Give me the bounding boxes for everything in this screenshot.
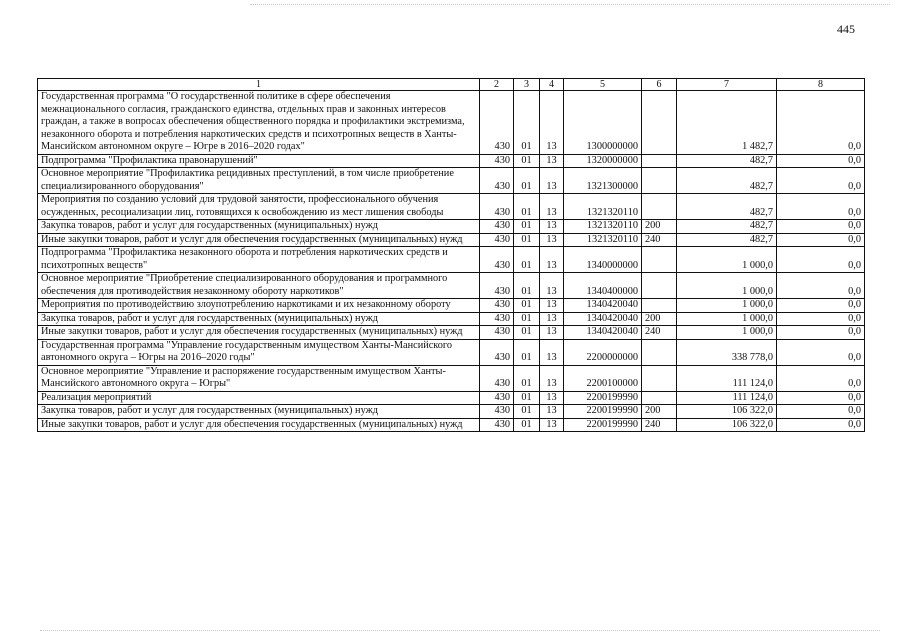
target-article-cell: 1340420040	[564, 299, 642, 313]
expense-type-cell: 240	[642, 233, 677, 247]
section-cell: 01	[514, 326, 540, 340]
subsection-cell: 13	[540, 391, 564, 405]
section-cell: 01	[514, 168, 540, 194]
subsection-cell: 13	[540, 299, 564, 313]
budget-table	[37, 78, 865, 432]
amount-cell: 0,0	[777, 247, 865, 273]
table-row	[38, 365, 865, 391]
subsection-cell: 13	[540, 312, 564, 326]
target-article-cell: 2200000000	[564, 339, 642, 365]
expense-type-cell: 200	[642, 405, 677, 419]
expense-type-cell	[642, 168, 677, 194]
row-name-cell: Подпрограмма "Профилактика незаконного оборота и потребления наркотических средств и психотропных веществ"	[38, 247, 480, 273]
amount-cell: 0,0	[777, 154, 865, 168]
section-cell: 01	[514, 299, 540, 313]
target-article-cell: 2200199990	[564, 405, 642, 419]
subsection-cell: 13	[540, 326, 564, 340]
amount-cell: 482,7	[677, 168, 777, 194]
table-row	[38, 273, 865, 299]
subsection-cell: 13	[540, 154, 564, 168]
row-name-cell: Иные закупки товаров, работ и услуг для обеспечения государственных (муниципальных) нужд	[38, 233, 480, 247]
expense-type-cell	[642, 91, 677, 155]
amount-cell: 0,0	[777, 365, 865, 391]
expense-type-cell	[642, 391, 677, 405]
admin-code-cell: 430	[480, 365, 514, 391]
row-name-cell: Закупка товаров, работ и услуг для государственных (муниципальных) нужд	[38, 220, 480, 234]
admin-code-cell: 430	[480, 91, 514, 155]
table-row	[38, 247, 865, 273]
amount-cell: 0,0	[777, 220, 865, 234]
table-row	[38, 339, 865, 365]
amount-cell: 0,0	[777, 418, 865, 432]
admin-code-cell: 430	[480, 418, 514, 432]
section-cell: 01	[514, 312, 540, 326]
amount-cell: 0,0	[777, 405, 865, 419]
table-row	[38, 326, 865, 340]
subsection-cell: 13	[540, 365, 564, 391]
amount-cell: 111 124,0	[677, 391, 777, 405]
table-header-row	[38, 79, 865, 91]
table-row	[38, 168, 865, 194]
table-row	[38, 391, 865, 405]
subsection-cell: 13	[540, 233, 564, 247]
expense-type-cell	[642, 247, 677, 273]
target-article-cell: 1340420040	[564, 326, 642, 340]
section-cell: 01	[514, 273, 540, 299]
admin-code-cell: 430	[480, 273, 514, 299]
expense-type-cell	[642, 339, 677, 365]
section-cell: 01	[514, 365, 540, 391]
amount-cell: 0,0	[777, 312, 865, 326]
row-name-cell: Иные закупки товаров, работ и услуг для обеспечения государственных (муниципальных) нужд	[38, 326, 480, 340]
subsection-cell: 13	[540, 339, 564, 365]
amount-cell: 106 322,0	[677, 418, 777, 432]
admin-code-cell: 430	[480, 299, 514, 313]
amount-cell: 1 482,7	[677, 91, 777, 155]
table-row	[38, 220, 865, 234]
admin-code-cell: 430	[480, 247, 514, 273]
subsection-cell: 13	[540, 220, 564, 234]
table-row	[38, 312, 865, 326]
admin-code-cell: 430	[480, 391, 514, 405]
amount-cell: 0,0	[777, 168, 865, 194]
expense-type-cell	[642, 299, 677, 313]
amount-cell: 0,0	[777, 194, 865, 220]
amount-cell: 482,7	[677, 154, 777, 168]
column-header: 1	[38, 79, 480, 91]
section-cell: 01	[514, 233, 540, 247]
target-article-cell: 1320000000	[564, 154, 642, 168]
target-article-cell: 1321320110	[564, 220, 642, 234]
row-name-cell: Государственная программа "О государственной политике в сфере обеспечения межнационального согласия, гражданского единства, отдельных прав и законных интересов граждан, а также в вопросах обеспечения общественного порядка и профилактики экстремизма, незаконного оборота и потребления наркотических средств и психотропных веществ в Ханты-Мансийском автономном округе – Югре в 2016–2020 годах"	[38, 91, 480, 155]
admin-code-cell: 430	[480, 220, 514, 234]
row-name-cell: Закупка товаров, работ и услуг для государственных (муниципальных) нужд	[38, 312, 480, 326]
amount-cell: 482,7	[677, 233, 777, 247]
scan-artifact-bottom	[40, 630, 880, 631]
column-header: 6	[642, 79, 677, 91]
table-row	[38, 154, 865, 168]
subsection-cell: 13	[540, 418, 564, 432]
section-cell: 01	[514, 391, 540, 405]
expense-type-cell: 240	[642, 326, 677, 340]
row-name-cell: Основное мероприятие "Приобретение специализированного оборудования и программного обеспечения для противодействия незаконному обороту наркотиков"	[38, 273, 480, 299]
row-name-cell: Иные закупки товаров, работ и услуг для обеспечения государственных (муниципальных) нужд	[38, 418, 480, 432]
amount-cell: 0,0	[777, 391, 865, 405]
subsection-cell: 13	[540, 247, 564, 273]
table-row	[38, 91, 865, 155]
table-row	[38, 194, 865, 220]
row-name-cell: Мероприятия по созданию условий для трудовой занятости, профессионального обучения осужденных, ресоциализации лиц, готовящихся к освобождению из мест лишения свободы	[38, 194, 480, 220]
expense-type-cell	[642, 365, 677, 391]
expense-type-cell: 200	[642, 220, 677, 234]
amount-cell: 1 000,0	[677, 299, 777, 313]
column-header: 2	[480, 79, 514, 91]
amount-cell: 1 000,0	[677, 273, 777, 299]
admin-code-cell: 430	[480, 405, 514, 419]
row-name-cell: Реализация мероприятий	[38, 391, 480, 405]
target-article-cell: 1340420040	[564, 312, 642, 326]
target-article-cell: 1321320110	[564, 194, 642, 220]
amount-cell: 106 322,0	[677, 405, 777, 419]
table-row	[38, 299, 865, 313]
amount-cell: 0,0	[777, 233, 865, 247]
expense-type-cell: 200	[642, 312, 677, 326]
amount-cell: 0,0	[777, 326, 865, 340]
amount-cell: 0,0	[777, 91, 865, 155]
target-article-cell: 1340000000	[564, 247, 642, 273]
row-name-cell: Мероприятия по противодействию злоупотреблению наркотиками и их незаконному обороту	[38, 299, 480, 313]
row-name-cell: Основное мероприятие "Профилактика рецидивных преступлений, в том числе приобретение специализированного оборудования"	[38, 168, 480, 194]
subsection-cell: 13	[540, 91, 564, 155]
admin-code-cell: 430	[480, 326, 514, 340]
amount-cell: 0,0	[777, 299, 865, 313]
amount-cell: 111 124,0	[677, 365, 777, 391]
table-row	[38, 418, 865, 432]
column-header: 7	[677, 79, 777, 91]
amount-cell: 338 778,0	[677, 339, 777, 365]
section-cell: 01	[514, 405, 540, 419]
admin-code-cell: 430	[480, 194, 514, 220]
section-cell: 01	[514, 418, 540, 432]
column-header: 4	[540, 79, 564, 91]
target-article-cell: 2200100000	[564, 365, 642, 391]
row-name-cell: Государственная программа "Управление государственным имуществом Ханты-Мансийского автономного округа – Югры на 2016–2020 годы"	[38, 339, 480, 365]
column-header: 8	[777, 79, 865, 91]
amount-cell: 1 000,0	[677, 312, 777, 326]
target-article-cell: 2200199990	[564, 391, 642, 405]
admin-code-cell: 430	[480, 168, 514, 194]
scan-artifact-top	[250, 4, 890, 5]
table-row	[38, 233, 865, 247]
expense-type-cell	[642, 273, 677, 299]
row-name-cell: Основное мероприятие "Управление и распоряжение государственным имуществом Ханты-Мансийского автономного округа – Югры"	[38, 365, 480, 391]
table-body	[38, 79, 865, 432]
subsection-cell: 13	[540, 194, 564, 220]
target-article-cell: 1321300000	[564, 168, 642, 194]
amount-cell: 0,0	[777, 273, 865, 299]
row-name-cell: Подпрограмма "Профилактика правонарушений"	[38, 154, 480, 168]
amount-cell: 0,0	[777, 339, 865, 365]
section-cell: 01	[514, 339, 540, 365]
amount-cell: 1 000,0	[677, 326, 777, 340]
section-cell: 01	[514, 247, 540, 273]
section-cell: 01	[514, 91, 540, 155]
row-name-cell: Закупка товаров, работ и услуг для государственных (муниципальных) нужд	[38, 405, 480, 419]
admin-code-cell: 430	[480, 233, 514, 247]
expense-type-cell	[642, 154, 677, 168]
page-number: 445	[837, 22, 855, 36]
amount-cell: 1 000,0	[677, 247, 777, 273]
amount-cell: 482,7	[677, 194, 777, 220]
admin-code-cell: 430	[480, 339, 514, 365]
section-cell: 01	[514, 220, 540, 234]
target-article-cell: 1340400000	[564, 273, 642, 299]
column-header: 3	[514, 79, 540, 91]
admin-code-cell: 430	[480, 154, 514, 168]
target-article-cell: 1300000000	[564, 91, 642, 155]
subsection-cell: 13	[540, 168, 564, 194]
amount-cell: 482,7	[677, 220, 777, 234]
target-article-cell: 2200199990	[564, 418, 642, 432]
section-cell: 01	[514, 194, 540, 220]
expense-type-cell	[642, 194, 677, 220]
admin-code-cell: 430	[480, 312, 514, 326]
subsection-cell: 13	[540, 405, 564, 419]
subsection-cell: 13	[540, 273, 564, 299]
expense-type-cell: 240	[642, 418, 677, 432]
table-row	[38, 405, 865, 419]
section-cell: 01	[514, 154, 540, 168]
column-header: 5	[564, 79, 642, 91]
target-article-cell: 1321320110	[564, 233, 642, 247]
